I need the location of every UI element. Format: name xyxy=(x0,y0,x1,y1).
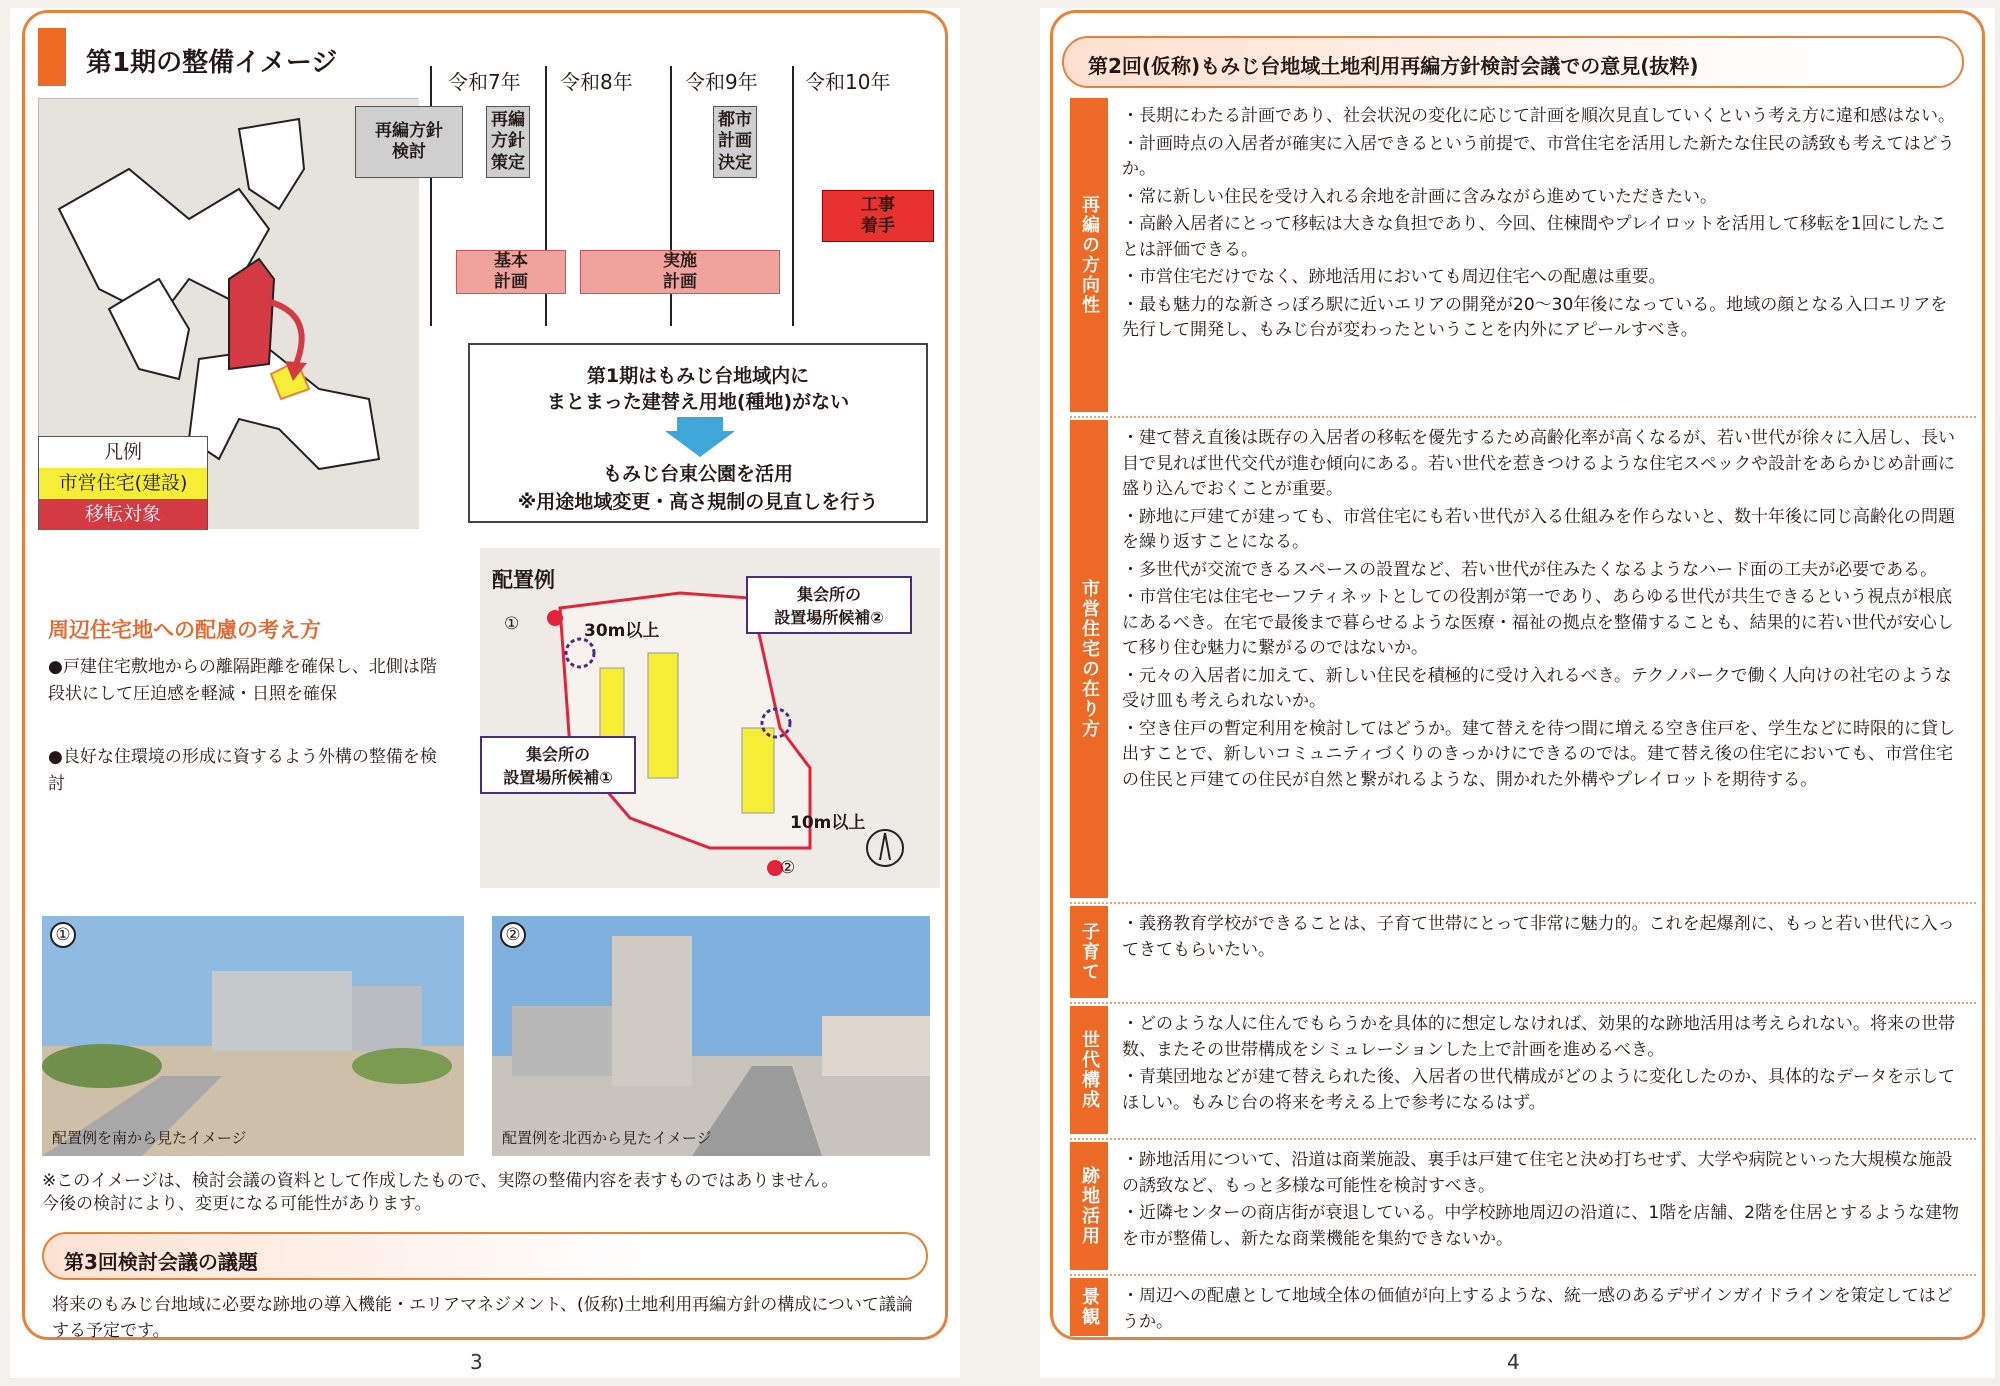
agenda-title: 第3回検討会議の議題 xyxy=(64,1250,258,1274)
page-number: 3 xyxy=(470,1350,483,1374)
render-image-south xyxy=(42,916,464,1156)
point-2-marker: ② xyxy=(780,858,796,878)
category-label: 市営住宅の在り方 xyxy=(1070,420,1108,898)
page-number: 4 xyxy=(1507,1350,1520,1374)
opinion-item: ・跡地に戸建てが建っても、市営住宅にも若い世代が入る仕組みを作らないと、数十年後に同じ高齢化の問題を繰り返すことになる。 xyxy=(1122,506,1955,552)
title-marker xyxy=(38,28,66,86)
page-4 xyxy=(1040,8,1995,1378)
opinion-item: ・最も魅力的な新さっぽろ駅に近いエリアの開発が20～30年後になっている。地域の顔となる入口エリアを先行して開発し、もみじ台が変わったということを内外にアピールすべき。 xyxy=(1122,294,1948,340)
agenda-header xyxy=(42,1232,928,1280)
category-label: 世代構成 xyxy=(1070,1006,1108,1134)
opinion-item: ・空き住戸の暫定利用を検討してはどうか。建て替えを待つ間に増える空き住戸を、学生などに時限的に貸し出すことで、新しいコミュニティづくりのきっかけにできるのでは。建て替え後の住宅においても、市営住宅の住民と戸建ての住民が自然と繋がれるような、開かれた外構やプレイロットを期待する。 xyxy=(1122,718,1955,790)
timeline xyxy=(375,66,940,326)
category-landscape xyxy=(1070,1278,1976,1336)
photo-number: ② xyxy=(500,922,526,948)
distance-10m: 10m以上 xyxy=(790,813,866,833)
legend-title: 凡例 xyxy=(39,437,207,468)
opinion-item: ・周辺への配慮として地域全体の価値が向上するような、統一感のあるデザインガイドラインを策定してはどうか。 xyxy=(1122,1286,1953,1332)
opinion-item: ・市営住宅だけでなく、跡地活用においても周辺住宅への配慮は重要。 xyxy=(1122,267,1666,287)
render-image-northwest xyxy=(492,916,930,1156)
opinion-item: ・建て替え直後は既存の入居者の移転を優先するため高齢化率が高くなるが、若い世代が徐々に入居し、長い目で見れば世代交代が進む傾向にある。若い世代を惹きつけるような住宅スペックや設計をあらかじめ計画に盛り込んでおくことが重要。 xyxy=(1122,428,1955,499)
render-northwest-picture xyxy=(492,916,930,1156)
photo-caption: 配置例を南から見たイメージ xyxy=(52,1129,247,1147)
callout-line-2: まとまった建替え用地(種地)がない xyxy=(546,391,850,413)
callout-line-3: もみじ台東公園を活用 xyxy=(602,463,793,485)
step-plan-decided: 再編 方針 策定 xyxy=(486,106,530,178)
category-label: 再編の方向性 xyxy=(1070,98,1108,412)
candidate-2-label: 集会所の 設置場所候補② xyxy=(746,576,912,634)
image-disclaimer: ※このイメージは、検討会議の資料として作成したもので、実際の整備内容を表すものではありません。 今後の検討により、変更になる可能性があります。 xyxy=(42,1171,839,1214)
category-childcare xyxy=(1070,906,1976,998)
category-restructuring xyxy=(1070,98,1976,412)
opinion-item: ・市営住宅は住宅セーフティネットとしての役割が第一であり、あらゆる世代が共生できるという視点が根底にあるべき。在宅で最後まで暮らせるような医療・福祉の拠点を整備することも、結果的に若い世代が安心して移り住む魅力に繋がるのではないか。 xyxy=(1122,587,1954,658)
opinions-header xyxy=(1062,36,1964,88)
opinion-item: ・元々の入居者に加えて、新しい住民を積極的に受け入れるべき。テクノパークで働く人向けの社宅のような受け皿も考えられないか。 xyxy=(1122,665,1952,711)
opinion-item: ・近隣センターの商店街が衰退している。中学校跡地周辺の沿道に、1階を店舗、2階を住居とするような建物を市が整備し、新たな商業機能を集約できないか。 xyxy=(1122,1203,1959,1249)
opinion-item: ・青葉団地などが建て替えられた後、入居者の世代構成がどのように変化したのか、具体的なデータを示してほしい。もみじ台の将来を考える上で参考になるはず。 xyxy=(1122,1067,1955,1113)
year-r10: 令和10年 xyxy=(805,70,891,94)
opinion-item: ・多世代が交流できるスペースの設置など、若い世代が住みたくなるようなハード面の工夫が必要である。 xyxy=(1122,559,1938,580)
consideration-item-2: ●良好な住環境の形成に資するよう外構の整備を検討 xyxy=(48,747,437,795)
agenda-body: 将来のもみじ台地域に必要な跡地の導入機能・エリアマネジメント、(仮称)土地利用再編方針の構成について議論する予定です。 xyxy=(52,1295,913,1342)
candidate-1-label: 集会所の 設置場所候補① xyxy=(480,736,636,794)
render-south-picture xyxy=(42,916,464,1156)
step-plan-review: 再編方針 検討 xyxy=(355,106,463,178)
year-r8: 令和8年 xyxy=(560,70,633,94)
divider xyxy=(1070,902,1976,904)
section-title-block xyxy=(38,28,418,86)
phase1-callout xyxy=(468,343,928,523)
opinion-item: ・跡地活用について、沿道は商業施設、裏手は戸建て住宅と決め打ちせず、大学や病院といった大規模な施設の誘致など、もっと多様な可能性を検討すべき。 xyxy=(1122,1150,1953,1196)
category-municipal-housing xyxy=(1070,420,1976,898)
divider xyxy=(1070,416,1976,418)
divider xyxy=(1070,1274,1976,1276)
step-construction-start: 工事 着手 xyxy=(822,190,934,242)
divider xyxy=(1070,1002,1976,1004)
callout-line-4: ※用途地域変更・高さ規制の見直しを行う xyxy=(517,491,879,513)
distance-30m: 30m以上 xyxy=(584,621,660,641)
callout-line-1: 第1期はもみじ台地域内に xyxy=(586,365,810,387)
opinion-item: ・常に新しい住民を受け入れる余地を計画に含みながら進めていただきたい。 xyxy=(1122,186,1717,207)
category-items xyxy=(1122,1284,1962,1337)
opinion-item: ・長期にわたる計画であり、社会状況の変化に応じて計画を順次見直していくという考え方に違和感はない。 xyxy=(1122,106,1955,126)
opinion-item: ・高齢入居者にとって移転は大きな負担であり、今回、住棟間やプレイロットを活用して移転を1回にしたことは評価できる。 xyxy=(1122,214,1947,260)
legend-new-housing: 市営住宅(建設) xyxy=(39,468,207,499)
category-site-use xyxy=(1070,1142,1976,1270)
step-implementation-plan: 実施 計画 xyxy=(580,250,780,294)
opinions-title: 第2回(仮称)もみじ台地域土地利用再編方針検討会議での意見(抜粋) xyxy=(1088,54,1699,78)
category-label: 子育て xyxy=(1070,906,1108,998)
year-r9: 令和9年 xyxy=(685,70,758,94)
category-items xyxy=(1122,1012,1962,1118)
map-legend xyxy=(38,436,208,530)
category-items xyxy=(1122,426,1962,795)
step-basic-plan: 基本 計画 xyxy=(456,250,566,294)
opinion-item: ・どのような人に住んでもらうかを具体的に想定しなければ、効果的な跡地活用は考えられない。将来の世帯数、またその世帯構成をシミュレーションした上で計画を進めるべき。 xyxy=(1122,1014,1955,1060)
down-arrow-icon xyxy=(665,417,735,457)
photo-number: ① xyxy=(50,922,76,948)
consideration-title: 周辺住宅地への配慮の考え方 xyxy=(48,618,321,642)
category-generation xyxy=(1070,1006,1976,1134)
legend-relocation: 移転対象 xyxy=(39,499,207,530)
year-r7: 令和7年 xyxy=(448,70,521,94)
photo-caption: 配置例を北西から見たイメージ xyxy=(502,1129,712,1147)
layout-example-label: 配置例 xyxy=(492,568,555,592)
category-items xyxy=(1122,104,1962,346)
category-label: 景観 xyxy=(1070,1278,1108,1336)
timeline-divider xyxy=(430,66,432,326)
consideration-item-1: ●戸建住宅敷地からの離隔距離を確保し、北側は階段状にして圧迫感を軽減・日照を確保 xyxy=(48,657,437,705)
point-1-marker: ① xyxy=(504,614,520,634)
step-urban-plan: 都市 計画 決定 xyxy=(713,106,757,178)
page-3 xyxy=(10,8,960,1378)
opinion-item: ・計画時点の入居者が確実に入居できるという前提で、市営住宅を活用した新たな住民の誘致も考えてはどうか。 xyxy=(1122,133,1955,179)
category-items xyxy=(1122,912,1962,965)
divider xyxy=(1070,1138,1976,1140)
timeline-divider xyxy=(792,66,794,326)
category-items xyxy=(1122,1148,1962,1254)
opinion-item: ・義務教育学校ができることは、子育て世帯にとって非常に魅力的。これを起爆剤に、もっと若い世代に入ってきてもらいたい。 xyxy=(1122,914,1955,960)
section-title: 第1期の整備イメージ xyxy=(86,48,338,78)
category-label: 跡地活用 xyxy=(1070,1142,1108,1270)
